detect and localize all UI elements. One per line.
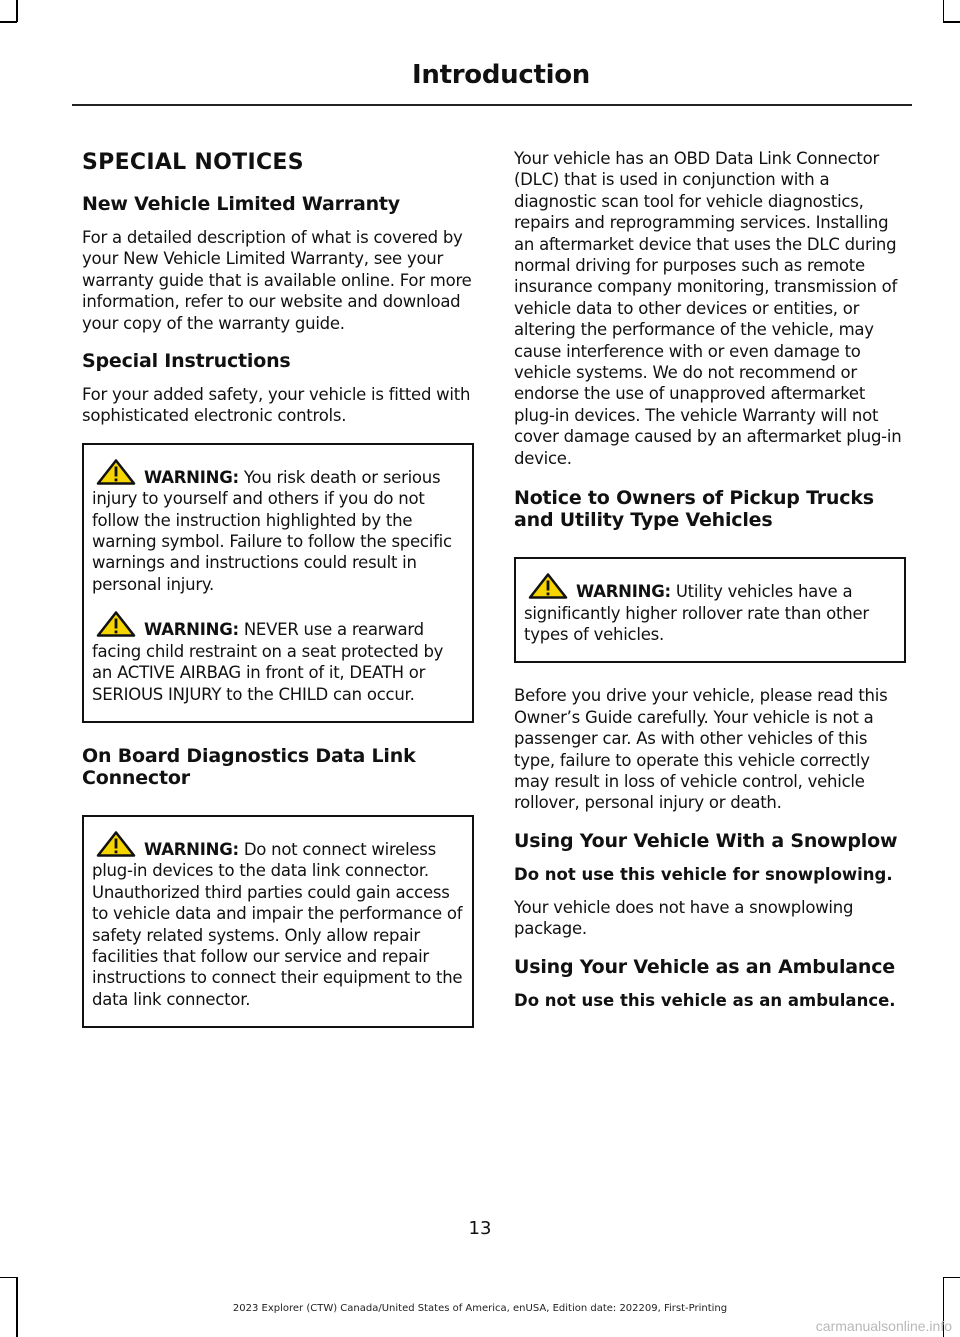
warning-triangle-icon	[528, 573, 568, 599]
snowplow-heading: Using Your Vehicle With a Snowplow	[514, 829, 898, 852]
warning-triangle-icon	[96, 831, 136, 857]
crop-mark	[943, 21, 960, 23]
warning-text: Do not connect wireless plug-in devices to the data link connector. Unauthorized third parties could gain access to vehicle data and impair the performance of safety related systems. Only allow repair facilities that follow our service and repair instructions to connect their equipment to the data link connector.	[92, 839, 463, 1009]
obd-heading: On Board Diagnostics Data Link Connector	[82, 744, 416, 789]
warning-box	[514, 557, 906, 663]
pickup-text: Before you drive your vehicle, please read this Owner’s Guide carefully. Your vehicle is not a passenger car. As with other vehicles of this type, failure to operate this vehicle correctly may result in loss of vehicle control, vehicle rollover, personal injury or death.	[514, 686, 888, 813]
warning-paragraph	[92, 831, 464, 1010]
warning-text: NEVER use a rearward facing child restraint on a seat protected by an ACTIVE AIRBAG in front of it, DEATH or SERIOUS INJURY to the CHILD can occur.	[92, 620, 444, 704]
crop-mark	[0, 21, 17, 23]
warning-label: WARNING:	[144, 839, 239, 859]
warning-triangle-icon	[96, 459, 136, 485]
pickup-heading: Notice to Owners of Pickup Trucks and Utility Type Vehicles	[514, 487, 874, 532]
crop-mark	[0, 1277, 17, 1279]
warning-label: WARNING:	[576, 582, 671, 602]
instructions-text: For your added safety, your vehicle is fitted with sophisticated electronic controls.	[82, 385, 471, 426]
section-title: SPECIAL NOTICES	[82, 150, 304, 175]
warning-triangle-icon	[96, 611, 136, 637]
warning-paragraph	[92, 459, 464, 595]
page-number: 13	[468, 1218, 492, 1239]
warning-box	[82, 443, 474, 723]
watermark[interactable]: carmanualsonline.info	[815, 1318, 952, 1334]
warning-paragraph	[92, 611, 464, 705]
warning-box	[82, 815, 474, 1028]
page-header-title: Introduction	[412, 60, 590, 90]
right-column	[514, 148, 906, 1023]
header-rule	[72, 104, 912, 106]
warning-paragraph	[524, 573, 896, 645]
left-column	[82, 140, 474, 1050]
ambulance-heading: Using Your Vehicle as an Ambulance	[514, 955, 895, 978]
warranty-text: For a detailed description of what is covered by your New Vehicle Limited Warranty, see your warranty guide that is available online. For more information, refer to our website and download your copy of the warranty guide.	[82, 228, 472, 333]
ambulance-subheading: Do not use this vehicle as an ambulance.	[514, 990, 896, 1010]
crop-mark	[16, 0, 18, 22]
instructions-heading: Special Instructions	[82, 350, 291, 373]
edition-info: 2023 Explorer (CTW) Canada/United States of America, enUSA, Edition date: 202209, First-Printing	[232, 1303, 728, 1314]
warning-label: WARNING:	[144, 620, 239, 640]
crop-mark	[943, 1277, 960, 1279]
obd-text: Your vehicle has an OBD Data Link Connector (DLC) that is used in conjunction with a diagnostic scan tool for vehicle diagnostics, repairs and reprogramming services. Installing an aftermarket device that uses the DLC during normal driving for purposes such as remote insurance company monitoring, transmission of vehicle data to other devices or entities, or altering the performance of the vehicle, may cause interference with or even damage to vehicle systems. We do not recommend or endorse the use of unapproved aftermarket plug-in devices. The vehicle Warranty will not cover damage caused by an aftermarket plug-in device.	[514, 149, 902, 468]
snowplow-subheading: Do not use this vehicle for snowplowing.	[514, 864, 893, 884]
warning-label: WARNING:	[144, 467, 239, 487]
warranty-heading: New Vehicle Limited Warranty	[82, 193, 400, 215]
warning-text: You risk death or serious injury to yourself and others if you do not follow the instruction highlighted by the warning symbol. Failure to follow the specific warnings and instructions could result in personal injury.	[92, 467, 452, 594]
snowplow-text: Your vehicle does not have a snowplowing package.	[514, 897, 854, 939]
warning-text: Utility vehicles have a significantly higher rollover rate than other types of vehicles.	[524, 582, 869, 644]
crop-mark	[943, 0, 945, 22]
